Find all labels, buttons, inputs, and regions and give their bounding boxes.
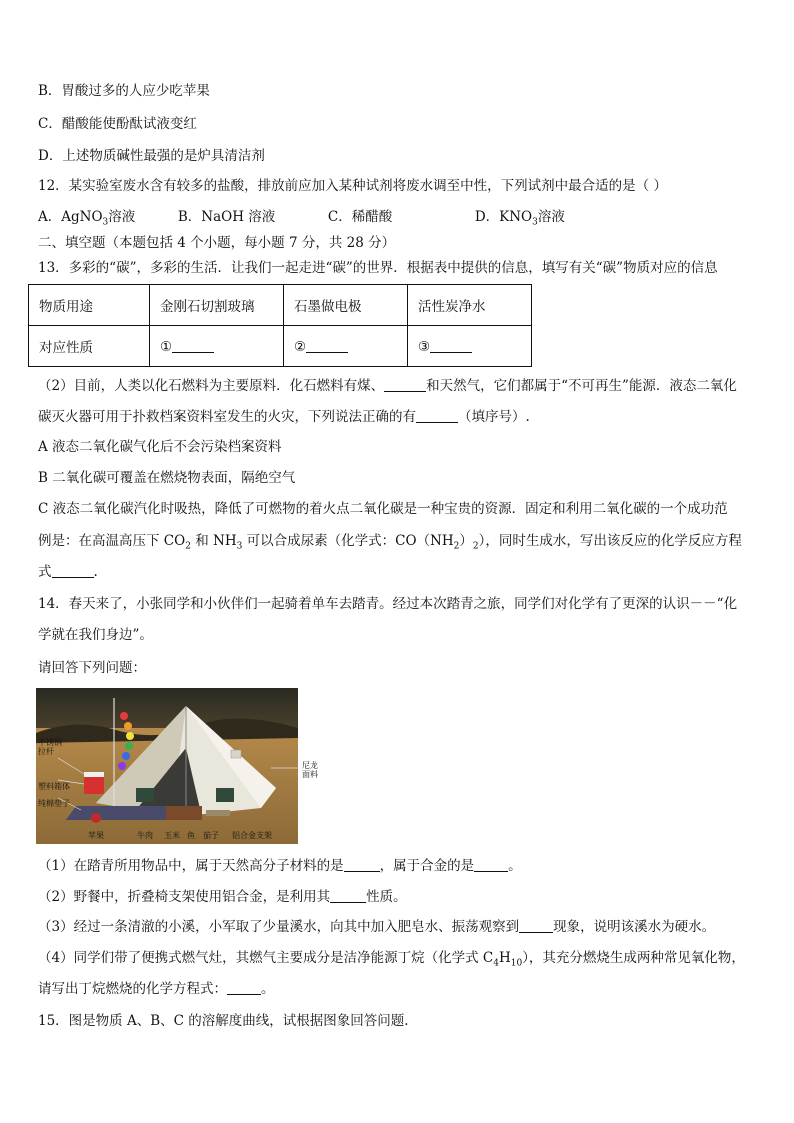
label-steel: 不锈钢 拉杆 (38, 738, 62, 756)
answer-blank[interactable] (306, 338, 348, 353)
carbon-property-table (28, 284, 532, 367)
answer-blank[interactable] (227, 980, 261, 995)
q14-stem-line1: 14．春天来了，小张同学和小伙伴们一起骑着单车去踏青。经过本次踏青之旅，同学们对化学有了更深的认识－－“化 (38, 596, 738, 612)
q11-option-b: B．胃酸过多的人应少吃苹果 (38, 83, 210, 99)
table-cell: 对应性质 (29, 326, 150, 367)
camping-photo (36, 688, 298, 844)
label-fish: 鱼 (187, 831, 195, 840)
answer-blank[interactable] (52, 563, 94, 578)
q13-option-b: B 二氧化碳可覆盖在燃烧物表面，隔绝空气 (38, 470, 296, 486)
answer-blank[interactable] (519, 918, 553, 933)
answer-blank[interactable] (416, 408, 458, 423)
answer-blank[interactable] (172, 338, 214, 353)
q14-sub3: （3）经过一条清澈的小溪，小军取了少量溪水，向其中加入肥皂水、振荡观察到 现象，说明该溪水为硬水。 (38, 919, 716, 935)
q11-option-d: D．上述物质碱性最强的是炉具清洁剂 (38, 148, 265, 164)
label-nylon: 尼龙 面料 (302, 761, 318, 779)
q11-option-c: C．醋酸能使酚酞试液变红 (38, 116, 197, 132)
table-row (29, 326, 532, 367)
answer-blank[interactable] (330, 888, 366, 903)
table-cell: ① (150, 326, 284, 367)
q13-option-a: A 液态二氧化碳气化后不会污染档案资料 (38, 439, 282, 455)
table-row (29, 285, 532, 326)
label-corn: 玉米 (164, 831, 180, 840)
q12-option-b: B．NaOH 溶液 (177, 209, 276, 225)
answer-blank[interactable] (384, 377, 426, 392)
q14-prompt: 请回答下列问题： (38, 660, 146, 676)
q13-example-line: 例是：在高温高压下 $CO_2$ 和 $NH_3$ 可以合成尿素（化学式：$CO(NH_2)_2$），同时生成水，写出该反应的化学反应方程 (38, 533, 742, 552)
q12-stem: 12．某实验室废水含有较多的盐酸，排放前应加入某种试剂将废水调至中性，下列试剂中最合适的是（ ） (38, 178, 667, 194)
q14-sub4-line2: 请写出丁烷燃烧的化学方程式： 。 (38, 981, 275, 997)
q14-stem-line2: 学就在我们身边”。 (38, 627, 153, 643)
answer-blank[interactable] (474, 857, 508, 872)
label-apple: 苹果 (88, 831, 104, 840)
q12-option-c: C．稀醋酸 (327, 209, 393, 225)
q12-option-d: D．$KNO_3$溶液 (474, 209, 565, 228)
q12-options (38, 208, 565, 232)
table-cell: ② (284, 326, 408, 367)
q13-option-c: C 液态二氧化碳汽化时吸热，降低了可燃物的着火点二氧化碳是一种宝贵的资源．固定和利用二氧化碳的一个成功范 (38, 501, 728, 517)
q15-stem: 15．图是物质 A、B、C 的溶解度曲线，试根据图象回答问题. (38, 1013, 409, 1029)
q14-sub1: （1）在踏青所用物品中，属于天然高分子材料的是 ，属于合金的是 。 (38, 858, 522, 874)
q12-option-a: A．AgNO$_3$溶液 (38, 209, 136, 228)
label-plastic: 塑料箱体 (38, 782, 70, 791)
table-cell: 石墨做电极 (284, 285, 408, 326)
table-cell: 活性炭净水 (408, 285, 532, 326)
q13-part2-line2: 碳灭火器可用于扑救档案资料室发生的火灾，下列说法正确的有 （填序号）. (38, 409, 530, 425)
q13-stem: 13．多彩的“碳”，多彩的生活．让我们一起走进“碳”的世界．根据表中提供的信息，填写有关“碳”物质对应的信息 (38, 260, 718, 276)
label-cotton: 纯棉垫子 (38, 799, 70, 808)
table-cell: 金刚石切割玻璃 (150, 285, 284, 326)
table-cell: 物质用途 (29, 285, 150, 326)
table-cell: ③ (408, 326, 532, 367)
q14-sub2: （2）野餐中，折叠椅支架使用铝合金，是利用其 性质。 (38, 889, 407, 905)
answer-blank[interactable] (344, 857, 380, 872)
label-alloy: 铝合金支架 (232, 831, 272, 840)
q14-sub4-line1: （4）同学们带了便携式燃气灶，其燃气主要成分是洁净能源丁烷（化学式 $C_4H_{10}$），其充分燃烧生成两种常见氧化物， (38, 950, 745, 969)
section-title: 二、填空题（本题包括 4 个小题，每小题 7 分，共 28 分） (38, 235, 396, 251)
camping-scene-illustration (36, 688, 298, 844)
answer-blank[interactable] (430, 338, 472, 353)
label-beef: 牛肉 (137, 831, 153, 840)
q13-equation-line: 式 . (38, 564, 98, 580)
q13-part2-line1: （2）目前，人类以化石燃料为主要原料．化石燃料有煤、 和天然气，它们都属于“不可再生”能源．液态二氧化 (38, 378, 737, 394)
label-eggplant: 茄子 (203, 831, 219, 840)
